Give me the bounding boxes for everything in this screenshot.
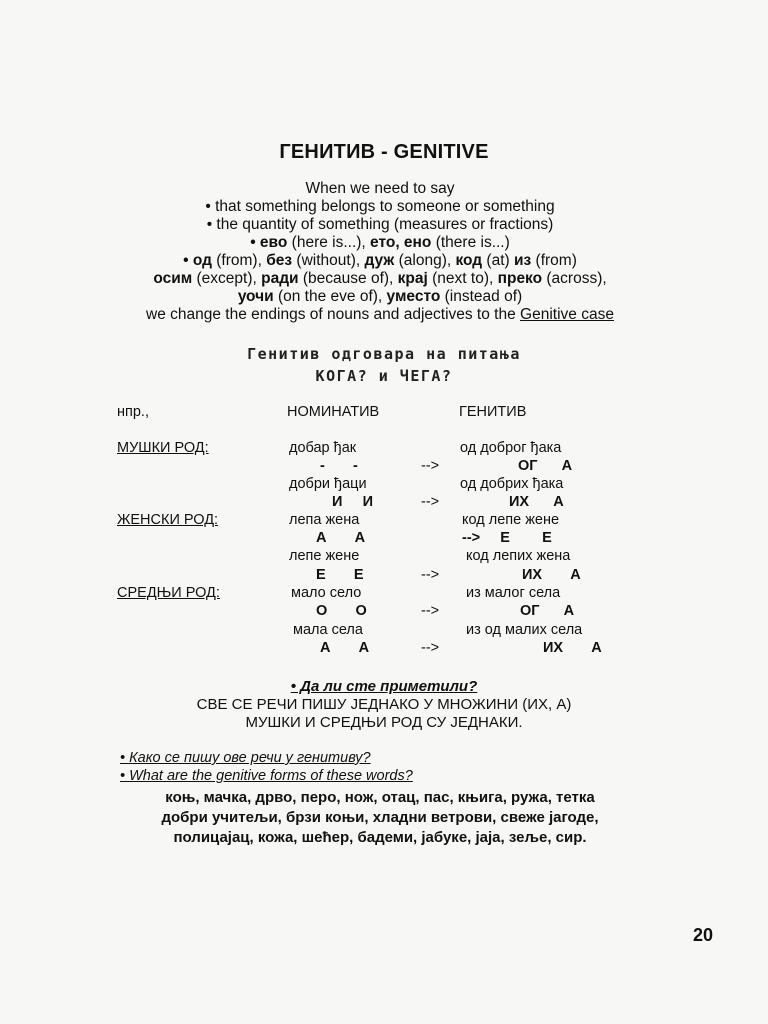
gloss: (from) [531, 252, 577, 269]
gloss: (from), [211, 252, 267, 269]
keyword: крај [397, 270, 428, 287]
column-header-nominative: НОМИНАТИВ [287, 404, 380, 420]
page-title: ГЕНИТИВ - GENITIVE [279, 141, 489, 163]
genitive-ending: ИХ А [509, 494, 564, 510]
genitive-ending: ИХ А [522, 567, 581, 583]
genitive-ending: --> Е Е [462, 530, 552, 546]
intro-line [80, 288, 680, 306]
keyword: код [455, 252, 483, 269]
keyword: ето, ено [370, 234, 432, 251]
intro-block [80, 180, 680, 324]
keyword: ради [261, 270, 299, 287]
keyword: из [514, 252, 532, 269]
nominative-form: мала села [293, 622, 363, 638]
gloss: (except), [192, 270, 262, 287]
nominative-form: добар ђак [289, 440, 357, 456]
word-list-line: добри учитељи, брзи коњи, хладни ветрови, свеже јагоде, [161, 809, 599, 826]
intro-line [80, 306, 680, 324]
gloss: (along), [394, 252, 456, 269]
genitive-case-term: Genitive case [520, 306, 614, 323]
genitive-ending: ИХ А [543, 640, 602, 656]
keyword: уочи [237, 288, 274, 305]
gloss: (because of), [298, 270, 398, 287]
gloss: (at) [482, 252, 514, 269]
genitive-ending: ОГ А [518, 458, 573, 474]
notice-question: • Да ли сте приметили? [290, 678, 478, 695]
genitive-form: код лепе жене [462, 512, 560, 528]
genitive-form: од доброг ђака [460, 440, 562, 456]
keyword: • ево [250, 234, 288, 251]
notice-line: МУШКИ И СРЕДЊИ РОД СУ ЈЕДНАКИ. [245, 714, 523, 731]
nominative-ending: О О [316, 603, 367, 619]
nominative-ending: А А [316, 530, 366, 546]
nominative-form: лепа жена [289, 512, 360, 528]
keyword: осим [153, 270, 193, 287]
word-list-line: коњ, мачка, дрво, перо, нож, отац, пас, књига, ружа, тетка [165, 789, 595, 806]
keyword: без [266, 252, 293, 269]
gloss: (instead of) [440, 288, 523, 305]
genitive-form: из малог села [466, 585, 561, 601]
genitive-ending: ОГ А [520, 603, 575, 619]
nominative-ending: И И [332, 494, 373, 510]
intro-text: we change the endings of nouns and adjectives to the [146, 306, 521, 323]
intro-line [80, 252, 680, 270]
exercise-question-english: • What are the genitive forms of these words? [120, 768, 413, 784]
neuter-label: СРЕДЊИ РОД: [117, 585, 220, 601]
word-list [100, 788, 660, 848]
keyword: преко [497, 270, 543, 287]
word-list-line: полицајац, кожа, шећер, бадеми, јабуке, јаја, зеље, сир. [173, 829, 587, 846]
page-number: 20 [693, 925, 714, 945]
gloss: (here is...), [287, 234, 371, 251]
genitive-form: од добрих ђака [460, 476, 564, 492]
nominative-form: лепе жене [289, 548, 360, 564]
notice-line: СВЕ СЕ РЕЧИ ПИШУ ЈЕДНАКО У МНОЖИНИ (ИХ, А) [196, 696, 572, 713]
nominative-ending: - - [320, 458, 358, 474]
question-heading: КОГА? и ЧЕГА? [315, 367, 453, 385]
notice-question-wrap [0, 678, 768, 695]
masculine-label: МУШКИ РОД: [117, 440, 209, 456]
gloss: (on the eve of), [273, 288, 387, 305]
arrow: --> [421, 494, 440, 510]
intro-line [80, 270, 680, 288]
feminine-label: ЖЕНСКИ РОД: [117, 512, 219, 528]
intro-line: • that something belongs to someone or something [205, 198, 555, 215]
genitive-form: из од малих села [466, 622, 583, 638]
gloss: (there is...) [431, 234, 510, 251]
nominative-form: добри ђаци [289, 476, 367, 492]
arrow: --> [421, 603, 440, 619]
nominative-ending: А А [320, 640, 370, 656]
keyword: • од [183, 252, 212, 269]
column-header-genitive: ГЕНИТИВ [459, 404, 527, 420]
arrow: --> [421, 640, 440, 656]
nominative-form: мало село [291, 585, 362, 601]
genitive-form: код лепих жена [466, 548, 571, 564]
exercise-question-serbian: • Како се пишу ове речи у генитиву? [120, 750, 371, 766]
arrow: --> [421, 458, 440, 474]
gloss: (across), [542, 270, 607, 287]
gloss: (without), [292, 252, 365, 269]
question-heading: Генитив одговара на питања [247, 345, 521, 363]
keyword: уместо [386, 288, 441, 305]
gloss: (next to), [427, 270, 498, 287]
arrow: --> [421, 567, 440, 583]
example-label: нпр., [117, 404, 149, 420]
nominative-ending: Е Е [316, 567, 364, 583]
intro-line [80, 234, 680, 252]
intro-line: • the quantity of something (measures or fractions) [206, 216, 554, 233]
keyword: дуж [364, 252, 395, 269]
intro-line: When we need to say [305, 180, 455, 197]
